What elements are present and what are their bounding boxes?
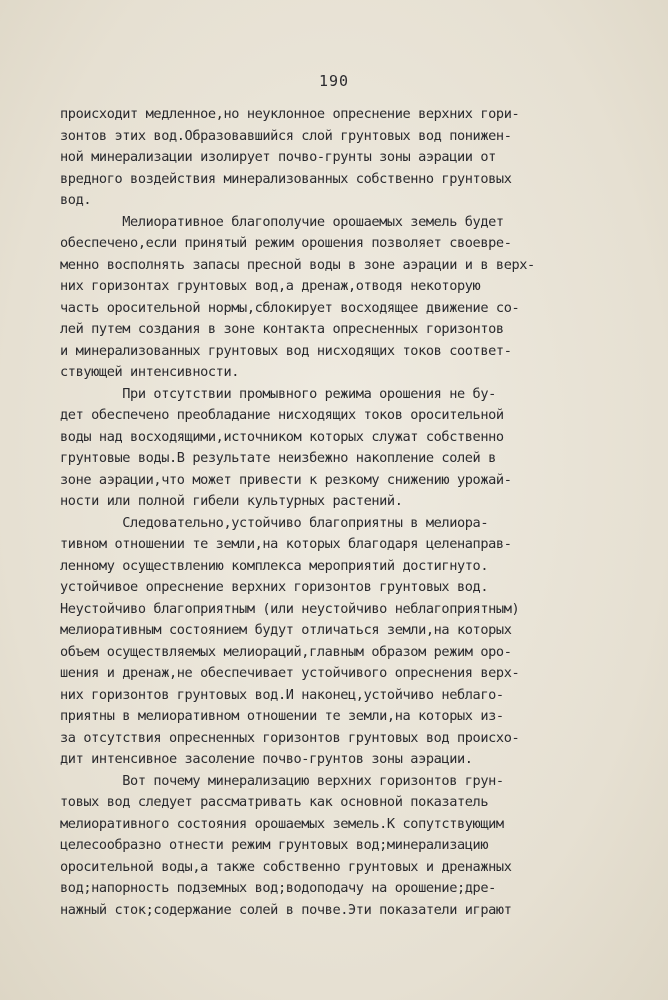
text-line: При отсутствии промывного режима орошения не бу- bbox=[60, 385, 496, 402]
text-line: за отсутствия опресненных горизонтов грунтовых вод происхо- bbox=[60, 729, 520, 746]
text-line: ной минерализации изолирует почво-грунты зоны аэрации от bbox=[60, 149, 496, 165]
text-line: товых вод следует рассматривать как основной показатель bbox=[60, 794, 489, 810]
text-line: шения и дренаж,не обеспечивает устойчивого опреснения верх- bbox=[60, 665, 520, 681]
text-line: дит интенсивное засоление почво-грунтов зоны аэрации. bbox=[60, 751, 473, 767]
text-line: Следовательно,устойчиво благоприятны в мелиора- bbox=[60, 514, 489, 531]
text-line: объем осуществляемых мелиораций,главным образом режим оро- bbox=[60, 643, 512, 660]
text-line: нажный сток;содержание солей в почве.Эти показатели играют bbox=[60, 901, 512, 918]
text-line: ствующей интенсивности. bbox=[60, 364, 240, 380]
text-line: приятны в мелиоративном отношении те земли,на которых из- bbox=[60, 708, 504, 724]
page-number: 190 bbox=[318, 72, 350, 90]
text-line: них горизонтах грунтовых вод,а дренаж,отводя некоторую bbox=[60, 278, 481, 294]
text-line: устойчивое опреснение верхних горизонтов грунтовых вод. bbox=[60, 579, 489, 595]
text-line: Вот почему минерализацию верхних горизонтов грун- bbox=[60, 772, 504, 789]
text-line: вод. bbox=[60, 192, 92, 208]
text-line: грунтовые воды.В результате неизбежно накопление солей в bbox=[60, 450, 496, 466]
text-line: мелиоративного состояния орошаемых земель.К сопутствующим bbox=[60, 815, 504, 832]
text-line: происходит медленное,но неуклонное опреснение верхних гори- bbox=[60, 106, 520, 122]
text-line: лей путем создания в зоне контакта опресненных горизонтов bbox=[60, 321, 504, 337]
text-line: обеспечено,если принятый режим орошения позволяет своевре- bbox=[60, 235, 512, 251]
text-line: вредного воздействия минерализованных собственно грунтовых bbox=[60, 170, 512, 187]
text-line: тивном отношении те земли,на которых благодаря целенаправ- bbox=[60, 536, 512, 552]
text-line: дет обеспечено преобладание нисходящих токов оросительной bbox=[60, 407, 504, 423]
text-line: Мелиоративное благополучие орошаемых земель будет bbox=[60, 213, 504, 230]
text-line: менно восполнять запасы пресной воды в зоне аэрации и в верх- bbox=[60, 256, 535, 273]
text-line: оросительной воды,а также собственно грунтовых и дренажных bbox=[60, 858, 512, 875]
text-line: зоне аэрации,что может привести к резкому снижению урожай- bbox=[60, 471, 512, 488]
body-text bbox=[60, 104, 560, 921]
text-line: ленному осуществлению комплекса мероприятий достигнуто. bbox=[60, 557, 489, 574]
text-line: вод;напорность подземных вод;водоподачу на орошение;дре- bbox=[60, 880, 496, 896]
text-line: часть оросительной нормы,сблокирует восходящее движение со- bbox=[60, 299, 520, 316]
text-line: и минерализованных грунтовых вод нисходящих токов соответ- bbox=[60, 342, 512, 359]
text-line: воды над восходящими,источником которых служат собственно bbox=[60, 428, 504, 445]
text-line: зонтов этих вод.Образовавшийся слой грунтовых вод понижен- bbox=[60, 127, 512, 144]
text-line: мелиоративным состоянием будут отличаться земли,на которых bbox=[60, 622, 512, 638]
text-line: целесообразно отнести режим грунтовых вод;минерализацию bbox=[60, 837, 489, 853]
text-line: них горизонтов грунтовых вод.И наконец,устойчиво неблаго- bbox=[60, 686, 504, 703]
text-line: ности или полной гибели культурных растений. bbox=[60, 493, 403, 509]
text-line: Неустойчиво благоприятным (или неустойчиво неблагоприятным) bbox=[60, 600, 520, 617]
